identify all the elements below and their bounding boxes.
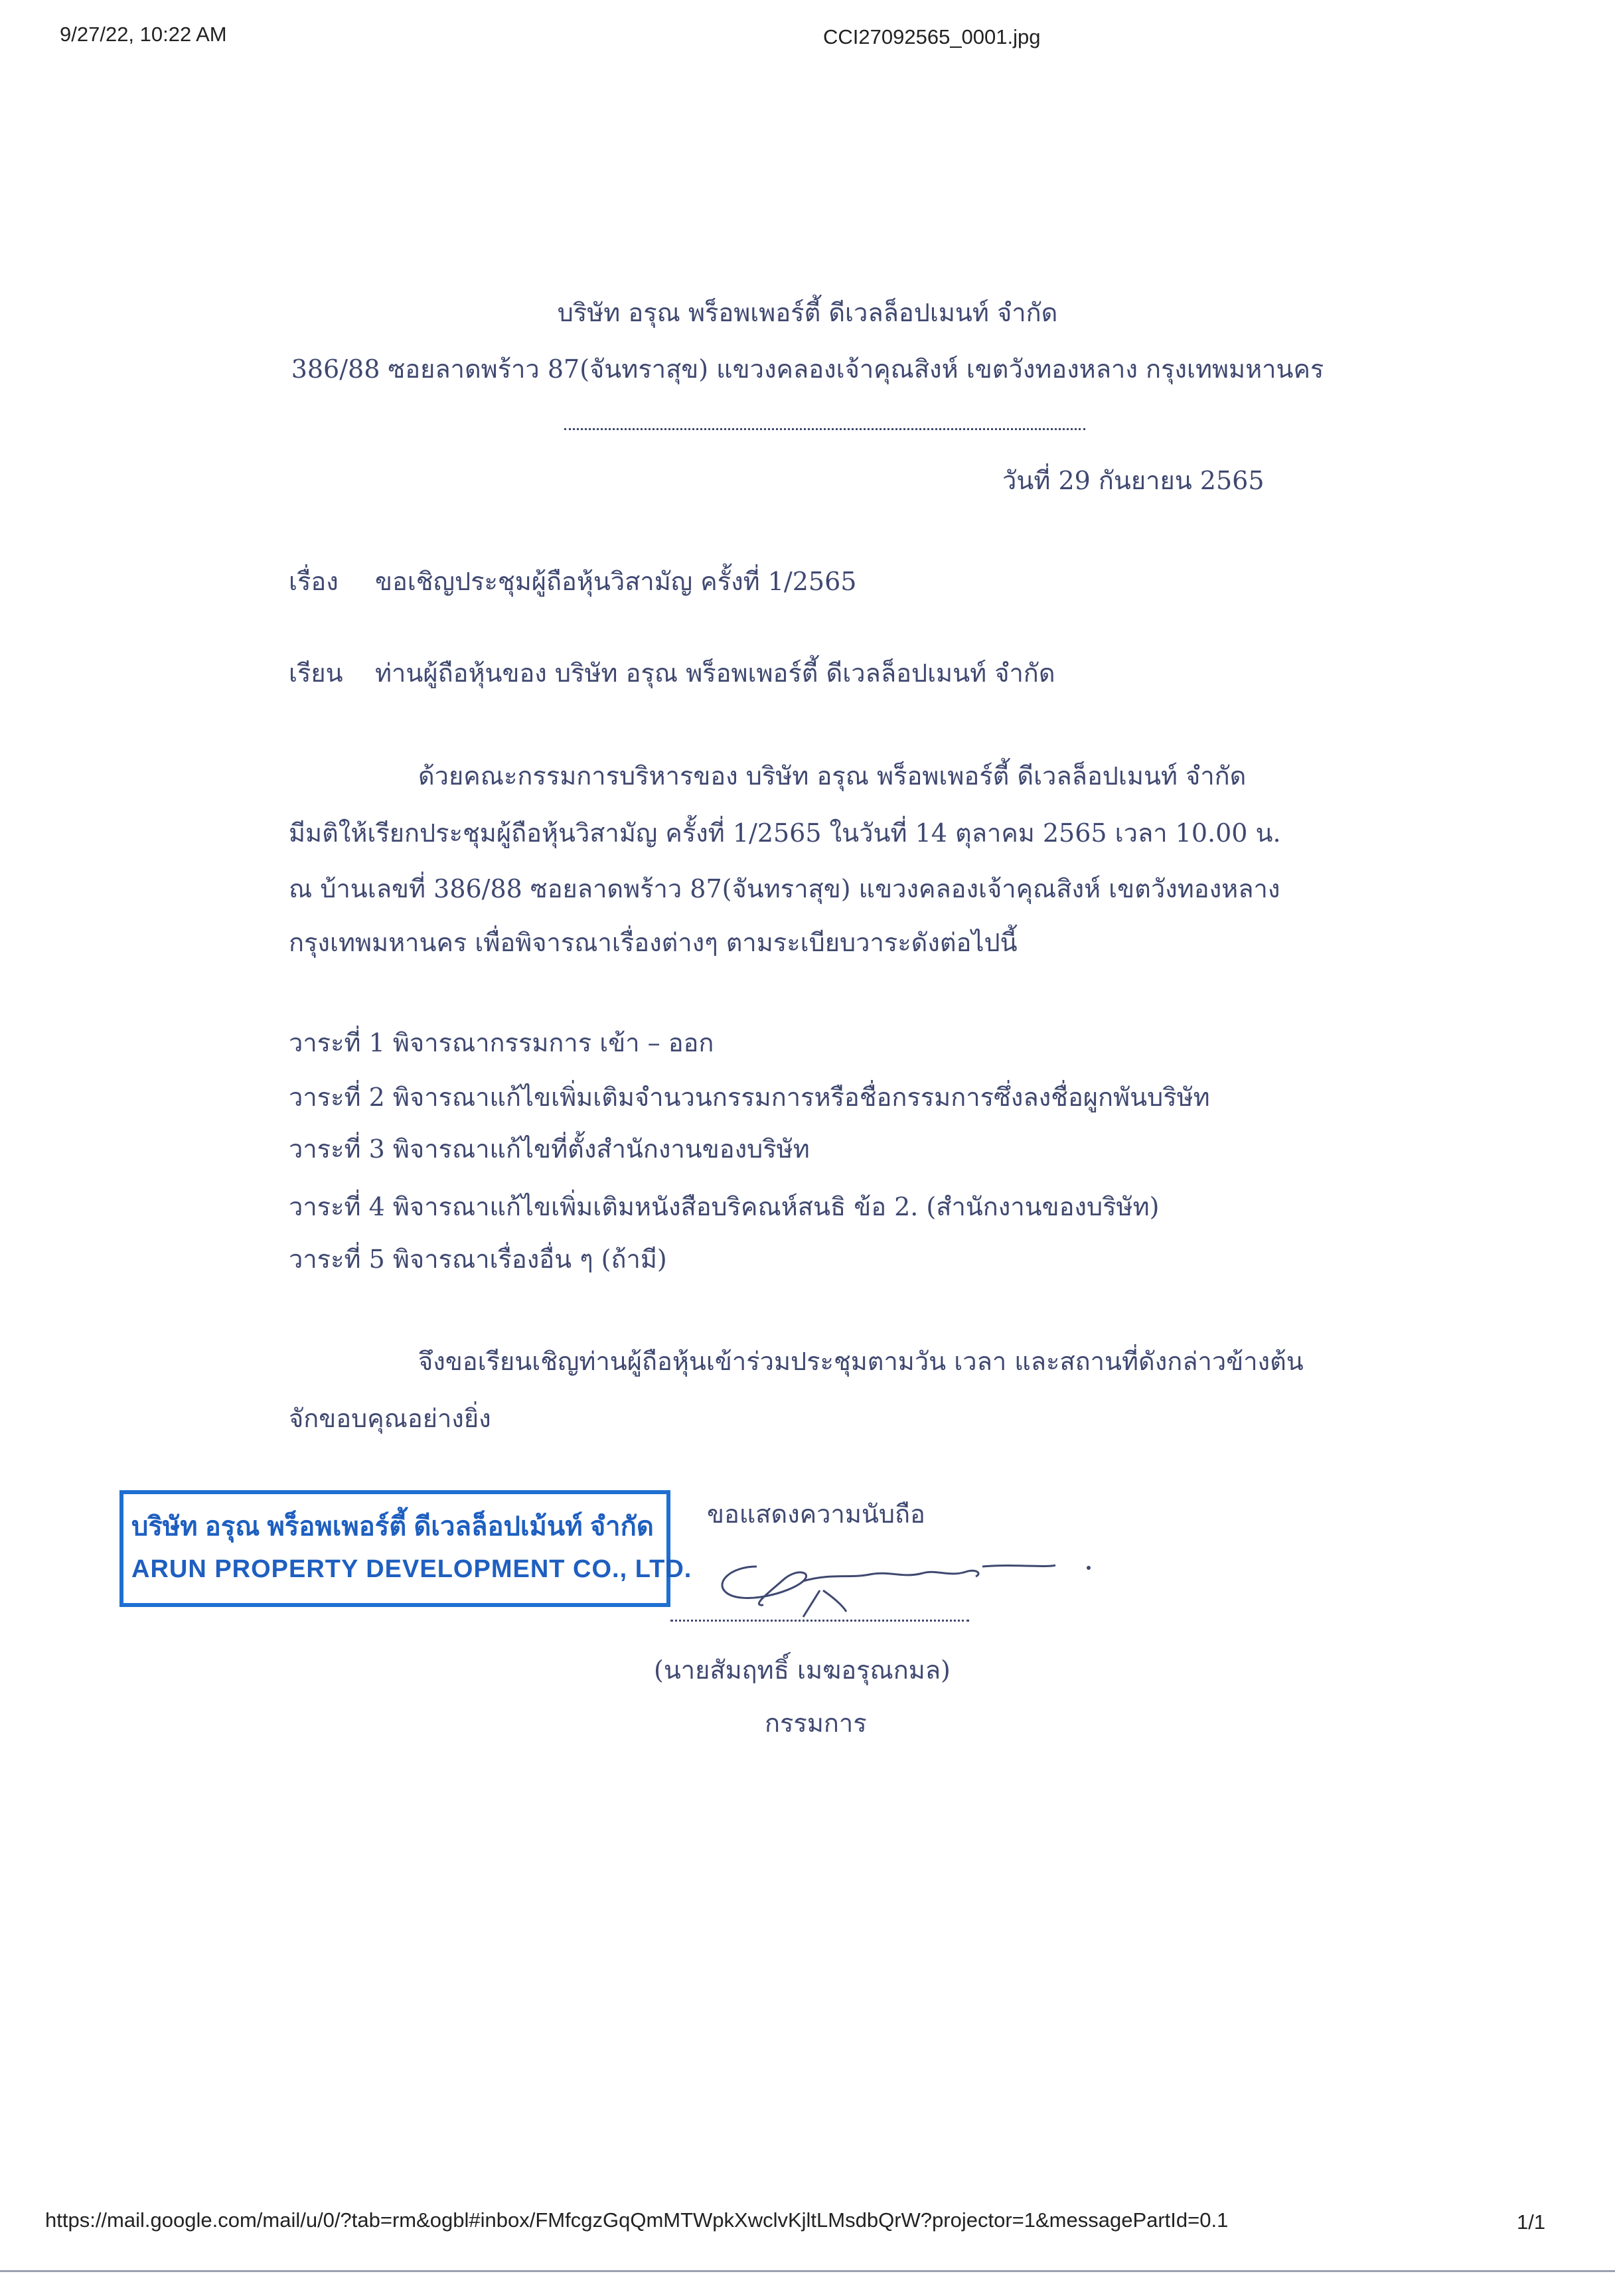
company-stamp [119, 1490, 692, 1607]
body-line: มีมติให้เรียกประชุมผู้ถือหุ้นวิสามัญ ครั้งที่ 1/2565 ในวันที่ 14 ตุลาคม 2565 เวลา 10.00 น. [289, 818, 1281, 848]
subject-text: ขอเชิญประชุมผู้ถือหุ้นวิสามัญ ครั้งที่ 1/2565 [375, 567, 857, 596]
agenda-item: วาระที่ 4 พิจารณาแก้ไขเพิ่มเติมหนังสือบริคณห์สนธิ ข้อ 2. (สำนักงานของบริษัท) [289, 1192, 1160, 1221]
company-address: 386/88 ซอยลาดพร้าว 87(จันทราสุข) แขวงคลองเจ้าคุณสิงห์ เขตวังทองหลาง กรุงเทพมหานคร [291, 354, 1324, 384]
company-name: บริษัท อรุณ พร็อพเพอร์ตี้ ดีเวลล็อปเมนท์ จำกัด [557, 298, 1058, 327]
subject-label: เรื่อง [289, 567, 339, 596]
recipient-label: เรียน [289, 658, 343, 688]
signatory-name: (นายสัมฤทธิ์ เมฆอรุณกมล) [654, 1655, 951, 1685]
stamp-english-text: ARUN PROPERTY DEVELOPMENT CO., LTD. [131, 1555, 692, 1583]
agenda-item: วาระที่ 3 พิจารณาแก้ไขที่ตั้งสำนักงานของบริษัท [289, 1134, 810, 1164]
print-filename: CCI27092565_0001.jpg [823, 25, 1041, 48]
regards-text: ขอแสดงความนับถือ [707, 1499, 925, 1529]
agenda-item: วาระที่ 5 พิจารณาเรื่องอื่น ๆ (ถ้ามี) [289, 1245, 667, 1274]
body-line: กรุงเทพมหานคร เพื่อพิจารณาเรื่องต่างๆ ตามระเบียบวาระดังต่อไปนี้ [289, 928, 1018, 957]
agenda-item: วาระที่ 2 พิจารณาแก้ไขเพิ่มเติมจำนวนกรรมการหรือชื่อกรรมการซึ่งลงชื่อผูกพันบริษัท [289, 1083, 1210, 1112]
signatory-position: กรรมการ [765, 1709, 867, 1738]
agenda-item: วาระที่ 1 พิจารณากรรมการ เข้า – ออก [289, 1028, 714, 1057]
print-datetime: 9/27/22, 10:22 AM [60, 23, 227, 46]
signature-dotted-line [670, 1620, 969, 1622]
letter-date: วันที่ 29 กันยายน 2565 [1002, 466, 1265, 495]
stamp-thai-text: บริษัท อรุณ พร็อพเพอร์ตี้ ดีเวลล็อปเม้นท์ จำกัด [131, 1512, 654, 1541]
print-url: https://mail.google.com/mail/u/0/?tab=rm&ogbl#inbox/FMfcgzGqQmMTWpkXwclvKjltLMsdbQrW?projector=1&messagePartId=0.1 [45, 2208, 1229, 2232]
recipient-text: ท่านผู้ถือหุ้นของ บริษัท อรุณ พร็อพเพอร์ตี้ ดีเวลล็อปเมนท์ จำกัด [375, 658, 1055, 688]
closing-line: จึงขอเรียนเชิญท่านผู้ถือหุ้นเข้าร่วมประชุมตามวัน เวลา และสถานที่ดังกล่าวข้างต้น [418, 1347, 1304, 1376]
body-line: ณ บ้านเลขที่ 386/88 ซอยลาดพร้าว 87(จันทราสุข) แขวงคลองเจ้าคุณสิงห์ เขตวังทองหลาง [289, 874, 1280, 903]
signature-image [704, 1527, 1102, 1626]
body-line: ด้วยคณะกรรมการบริหารของ บริษัท อรุณ พร็อพเพอร์ตี้ ดีเวลล็อปเมนท์ จำกัด [418, 761, 1247, 791]
print-page-number: 1/1 [1517, 2210, 1546, 2234]
closing-line: จักขอบคุณอย่างยิ่ง [289, 1404, 491, 1433]
letterhead-dotted-line [564, 428, 1085, 430]
footer-rule [0, 2270, 1615, 2272]
